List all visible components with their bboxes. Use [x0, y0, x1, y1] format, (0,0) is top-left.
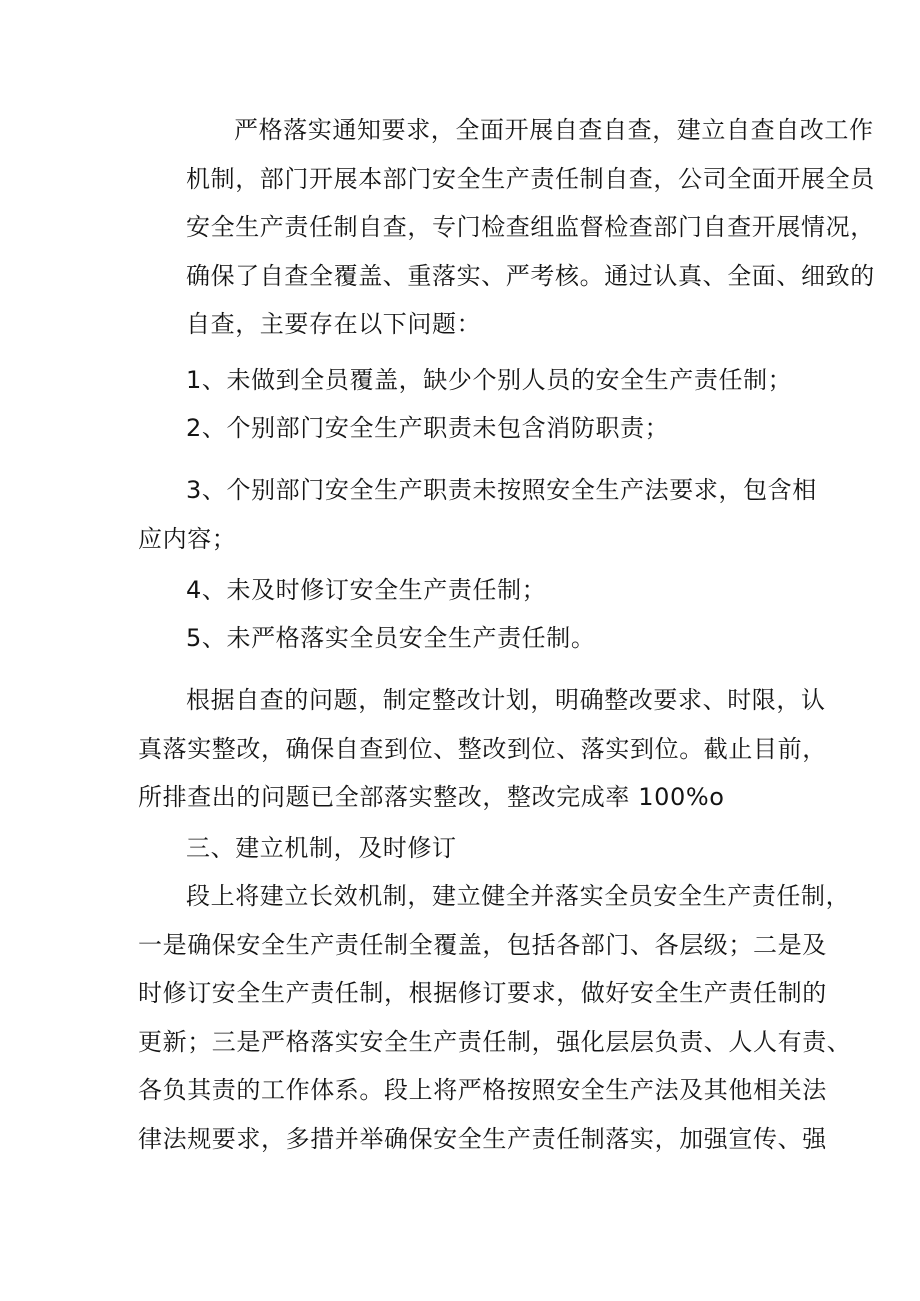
paragraph-line: 律法规要求，多措并举确保安全生产责任制落实，加强宣传、强	[138, 1124, 827, 1153]
paragraph-rectification	[138, 676, 827, 822]
paragraph-line: 机制，部门开展本部门安全生产责任制自查，公司全面开展全员	[186, 164, 875, 193]
paragraph-line: 安全生产责任制自查，专门检查组监督检查部门自查开展情况，	[186, 213, 875, 242]
paragraph-line: 一是确保安全生产责任制全覆盖，包括各部门、各层级；二是及	[138, 930, 827, 959]
paragraph-self-inspection	[138, 106, 875, 349]
list-item-line: 应内容；	[138, 524, 237, 553]
paragraph-line: 所排查出的问题已全部落实整改，整改完成率 100%o	[138, 783, 725, 812]
list-item-3	[138, 466, 817, 563]
paragraph-line: 自查，主要存在以下问题：	[186, 310, 482, 339]
list-item-5: 5、未严格落实全员安全生产责任制。	[186, 624, 596, 652]
list-item-line: 3、个别部门安全生产职责未按照安全生产法要求，包含相	[186, 476, 817, 504]
paragraph-line: 根据自查的问题，制定整改计划，明确整改要求、时限，认	[186, 686, 826, 714]
paragraph-line: 更新；三是严格落实安全生产责任制，强化层层负责、人人有责、	[138, 1027, 852, 1056]
paragraph-line: 段上将建立长效机制，建立健全并落实全员安全生产责任制，	[186, 882, 851, 910]
list-item-4: 4、未及时修订安全生产责任制；	[186, 576, 547, 604]
paragraph-line: 真落实整改，确保自查到位、整改到位、落实到位。截止目前，	[138, 734, 827, 763]
section-heading: 三、建立机制，及时修订	[186, 834, 457, 862]
paragraph-mechanism	[138, 872, 852, 1164]
list-item-1: 1、未做到全员覆盖，缺少个别人员的安全生产责任制；	[186, 366, 793, 394]
list-item-2: 2、个别部门安全生产职责未包含消防职责；	[186, 414, 670, 442]
paragraph-line: 确保了自查全覆盖、重落实、严考核。通过认真、全面、细致的	[186, 261, 875, 290]
paragraph-line: 时修订安全生产责任制，根据修订要求，做好安全生产责任制的	[138, 979, 827, 1008]
paragraph-line: 严格落实通知要求，全面开展自查自查，建立自查自改工作	[234, 116, 874, 144]
paragraph-line: 各负其责的工作体系。段上将严格按照安全生产法及其他相关法	[138, 1076, 827, 1105]
